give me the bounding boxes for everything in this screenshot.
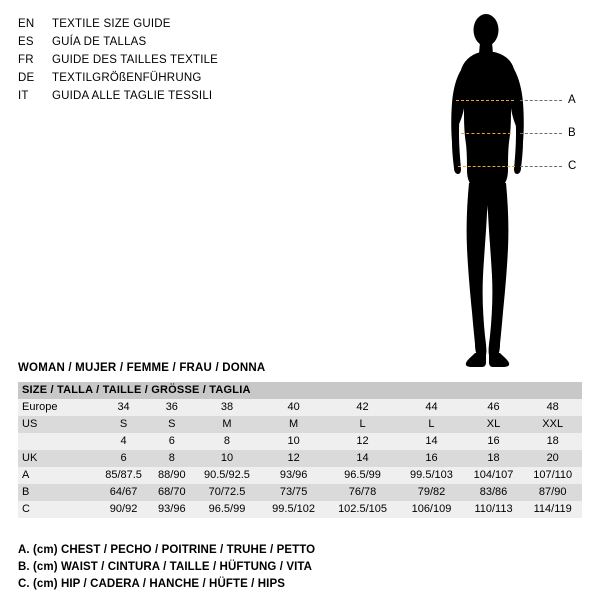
hip-measure-line [458, 166, 515, 167]
table-cell: 114/119 [523, 501, 582, 518]
table-cell: M [261, 416, 325, 433]
table-title-cell: SIZE / TALLA / TAILLE / GRÖSSE / TAGLIA [18, 382, 582, 399]
language-code: IT [18, 90, 29, 102]
table-cell: 44 [399, 399, 463, 416]
size-table [18, 382, 582, 518]
table-caption: WOMAN / MUJER / FEMME / FRAU / DONNA [18, 362, 266, 374]
table-cell: 38 [193, 399, 262, 416]
language-code: ES [18, 36, 34, 48]
chest-measure-line [456, 100, 514, 101]
language-text: GUIDA ALLE TAGLIE TESSILI [52, 90, 213, 102]
language-row [18, 16, 318, 32]
table-cell: XXL [523, 416, 582, 433]
table-cell: 90/92 [96, 501, 151, 518]
row-label: A [18, 467, 96, 484]
measurement-legend [18, 542, 578, 593]
language-row [18, 88, 318, 104]
language-row [18, 34, 318, 50]
waist-leader-line [520, 133, 562, 134]
table-row [18, 501, 582, 518]
table-cell: 96.5/99 [326, 467, 400, 484]
table-cell: 16 [399, 450, 463, 467]
table-cell: 10 [193, 450, 262, 467]
table-cell: L [326, 416, 400, 433]
table-cell: 99.5/102 [261, 501, 325, 518]
table-row [18, 416, 582, 433]
language-text: TEXTILE SIZE GUIDE [52, 18, 171, 30]
table-row [18, 399, 582, 416]
chest-label: A [568, 94, 576, 106]
table-cell: 10 [261, 433, 325, 450]
table-cell: 20 [523, 450, 582, 467]
legend-line-hip: C. (cm) HIP / CADERA / HANCHE / HÜFTE / HIPS [18, 578, 286, 590]
table-cell: 99.5/103 [399, 467, 463, 484]
legend-line-waist: B. (cm) WAIST / CINTURA / TAILLE / HÜFTUNG / VITA [18, 561, 313, 573]
table-cell: XL [464, 416, 524, 433]
row-label: US [18, 416, 96, 433]
table-cell: 18 [523, 433, 582, 450]
table-cell: 8 [151, 450, 192, 467]
row-label: UK [18, 450, 96, 467]
language-text: TEXTILGRÖßENFÜHRUNG [52, 72, 202, 84]
table-cell: 40 [261, 399, 325, 416]
table-row [18, 433, 582, 450]
table-cell: 90.5/92.5 [193, 467, 262, 484]
row-label [18, 433, 96, 450]
table-cell: 12 [261, 450, 325, 467]
table-cell: 16 [464, 433, 524, 450]
table-cell: S [151, 416, 192, 433]
table-cell: S [96, 416, 151, 433]
language-row [18, 52, 318, 68]
table-cell: 102.5/105 [326, 501, 400, 518]
hip-label: C [568, 160, 577, 172]
table-cell: 110/113 [464, 501, 524, 518]
table-cell: L [399, 416, 463, 433]
legend-line-chest: A. (cm) CHEST / PECHO / POITRINE / TRUHE / PETTO [18, 544, 316, 556]
table-cell: 87/90 [523, 484, 582, 501]
table-cell: 64/67 [96, 484, 151, 501]
table-cell: 106/109 [399, 501, 463, 518]
table-cell: 79/82 [399, 484, 463, 501]
language-text: GUÍA DE TALLAS [52, 36, 147, 48]
table-row [18, 484, 582, 501]
language-code: FR [18, 54, 34, 66]
table-cell: 73/75 [261, 484, 325, 501]
table-cell: 48 [523, 399, 582, 416]
table-cell: 46 [464, 399, 524, 416]
row-label: Europe [18, 399, 96, 416]
table-cell: 36 [151, 399, 192, 416]
hip-leader-line [520, 166, 562, 167]
language-list [18, 16, 318, 106]
table-cell: 34 [96, 399, 151, 416]
table-cell: 6 [151, 433, 192, 450]
language-text: GUIDE DES TAILLES TEXTILE [52, 54, 219, 66]
table-title-row [18, 382, 582, 399]
table-cell: 85/87.5 [96, 467, 151, 484]
language-code: EN [18, 18, 35, 30]
female-silhouette-icon [420, 8, 590, 373]
table-cell: 76/78 [326, 484, 400, 501]
table-cell: 88/90 [151, 467, 192, 484]
waist-measure-line [461, 133, 511, 134]
table-cell: M [193, 416, 262, 433]
table-cell: 96.5/99 [193, 501, 262, 518]
table-cell: 18 [464, 450, 524, 467]
table-cell: 70/72.5 [193, 484, 262, 501]
table-cell: 93/96 [261, 467, 325, 484]
row-label: C [18, 501, 96, 518]
table-row [18, 450, 582, 467]
table-cell: 4 [96, 433, 151, 450]
table-cell: 107/110 [523, 467, 582, 484]
table-cell: 12 [326, 433, 400, 450]
table-cell: 14 [326, 450, 400, 467]
table-cell: 14 [399, 433, 463, 450]
table-cell: 8 [193, 433, 262, 450]
table-cell: 104/107 [464, 467, 524, 484]
table-cell: 6 [96, 450, 151, 467]
female-silhouette-figure [420, 8, 590, 373]
table-cell: 83/86 [464, 484, 524, 501]
waist-label: B [568, 127, 576, 139]
chest-leader-line [520, 100, 562, 101]
row-label: B [18, 484, 96, 501]
table-cell: 68/70 [151, 484, 192, 501]
language-row [18, 70, 318, 86]
language-code: DE [18, 72, 35, 84]
table-row [18, 467, 582, 484]
table-cell: 42 [326, 399, 400, 416]
table-cell: 93/96 [151, 501, 192, 518]
